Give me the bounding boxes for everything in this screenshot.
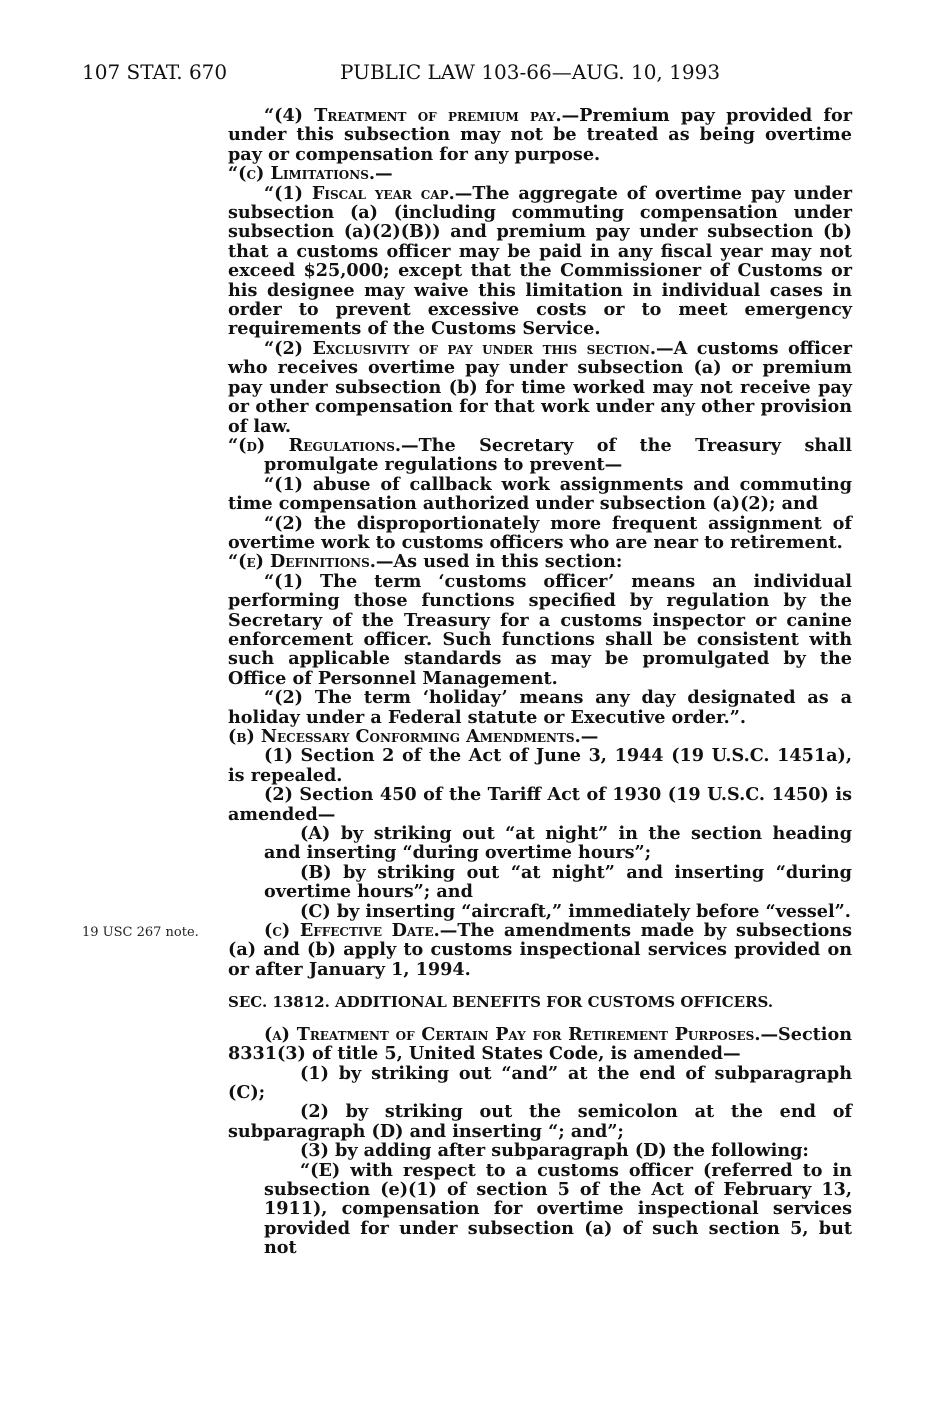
paragraph-premium-pay: “(4) Treatment of premium pay.—Premium pay provided for under this subsection may not be treated as being overtime pay or compensation for any purpose. bbox=[228, 105, 852, 165]
subsection-heading: (a) Treatment of Certain Pay for Retirement Purposes. bbox=[264, 1023, 761, 1045]
paragraph-heading: “(1) Fiscal year cap. bbox=[264, 182, 455, 204]
paragraph-a3: (3) by adding after subparagraph (D) the following: bbox=[300, 1140, 809, 1162]
subsection-effective-date: (c) Effective Date.—The amendments made by subsections (a) and (b) apply to customs inspectional services provided on or after January 1, 1994. bbox=[228, 920, 852, 980]
paragraph-d2: “(2) the disproportionately more frequent assignment of overtime work to customs officers who are near to retirement. bbox=[228, 512, 852, 553]
paragraph-heading: “(4) Treatment of premium pay. bbox=[264, 105, 562, 126]
subsection-heading: (b) Necessary Conforming Amendments. bbox=[228, 726, 581, 747]
subsection-heading: “(d) Regulations. bbox=[228, 434, 401, 456]
paragraph-b1: (1) Section 2 of the Act of June 3, 1944 (19 U.S.C. 1451a), is repealed. bbox=[228, 745, 852, 786]
subsection-retirement-pay: (a) Treatment of Certain Pay for Retirement Purposes.—Section 8331(3) of title 5, United States Code, is amended— bbox=[228, 1023, 852, 1065]
paragraph-fiscal-year-cap: “(1) Fiscal year cap.—The aggregate of overtime pay under subsection (a) (including commuting compensation under subsection (a)(2)(B)) and premium pay under subsection (b) that a customs officer may be paid in any fiscal year may not exceed $25,000; except that the Commissioner of Customs or his designee may waive this limitation in individual cases in order to prevent excessive costs or to meet emergency requirements of the Customs Service. bbox=[228, 182, 852, 340]
subsection-heading: “(c) Limitations. bbox=[228, 163, 376, 185]
paragraph-d1: “(1) abuse of callback work assignments and commuting time compensation authorized under subsection (a)(2); and bbox=[228, 473, 852, 515]
subparagraph-bA: (A) by striking out “at night” in the section heading and inserting “during overtime hours”; bbox=[264, 823, 852, 864]
margin-note: 19 USC 267 note. bbox=[82, 925, 199, 940]
subsection-heading: (c) Effective Date. bbox=[264, 920, 440, 942]
body-text bbox=[228, 106, 852, 1258]
subsection-regulations: “(d) Regulations.—The Secretary of the Treasury shall promulgate regulations to prevent— bbox=[228, 434, 852, 476]
paragraph-exclusivity: “(2) Exclusivity of pay under this section.—A customs officer who receives overtime pay under subsection (a) or premium pay under subsection (b) for time worked may not receive pay or other compensation for that work under any other provision of law. bbox=[228, 337, 852, 437]
paragraph-a1: (1) by striking out “and” at the end of subparagraph (C); bbox=[228, 1062, 852, 1103]
subparagraph-bC: (C) by inserting “aircraft,” immediately before “vessel”. bbox=[300, 900, 851, 922]
page-header bbox=[82, 60, 884, 88]
subparagraph-bB: (B) by striking out “at night” and inserting “during overtime hours”; and bbox=[264, 861, 852, 903]
public-law-title: PUBLIC LAW 103-66—AUG. 10, 1993 bbox=[340, 60, 721, 84]
paragraph-e2: “(2) The term ‘holiday’ means any day designated as a holiday under a Federal statute or Executive order.”. bbox=[228, 687, 852, 728]
paragraph-e1: “(1) The term ‘customs officer’ means an individual performing those functions specified by regulation by the Secretary of the Treasury for a customs inspector or canine enforcement officer. Such functions shall be consistent with such applicable standards as may be promulgated by the Office of Personnel Management. bbox=[228, 570, 852, 689]
statute-citation: 107 STAT. 670 bbox=[82, 60, 228, 84]
subsection-definitions: “(e) Definitions.—As used in this section: bbox=[228, 551, 623, 573]
subsection-heading: “(e) Definitions. bbox=[228, 551, 376, 573]
subparagraph-aE: “(E) with respect to a customs officer (referred to in subsection (e)(1) of section 5 of the Act of February 13, 1911), compensation for overtime inspectional services provided for under subsection (a) of such section 5, but not bbox=[264, 1159, 852, 1259]
subsection-limitations: “(c) Limitations.— bbox=[228, 163, 393, 185]
section-heading: SEC. 13812. ADDITIONAL BENEFITS FOR CUSTOMS OFFICERS. bbox=[228, 993, 774, 1012]
paragraph-heading: “(2) Exclusivity of pay under this section. bbox=[264, 337, 657, 359]
paragraph-b2: (2) Section 450 of the Tariff Act of 1930 (19 U.S.C. 1450) is amended— bbox=[228, 784, 852, 825]
subsection-conforming-amendments: (b) Necessary Conforming Amendments.— bbox=[228, 726, 599, 747]
paragraph-a2: (2) by striking out the semicolon at the end of subparagraph (D) and inserting “; and”; bbox=[228, 1101, 852, 1142]
